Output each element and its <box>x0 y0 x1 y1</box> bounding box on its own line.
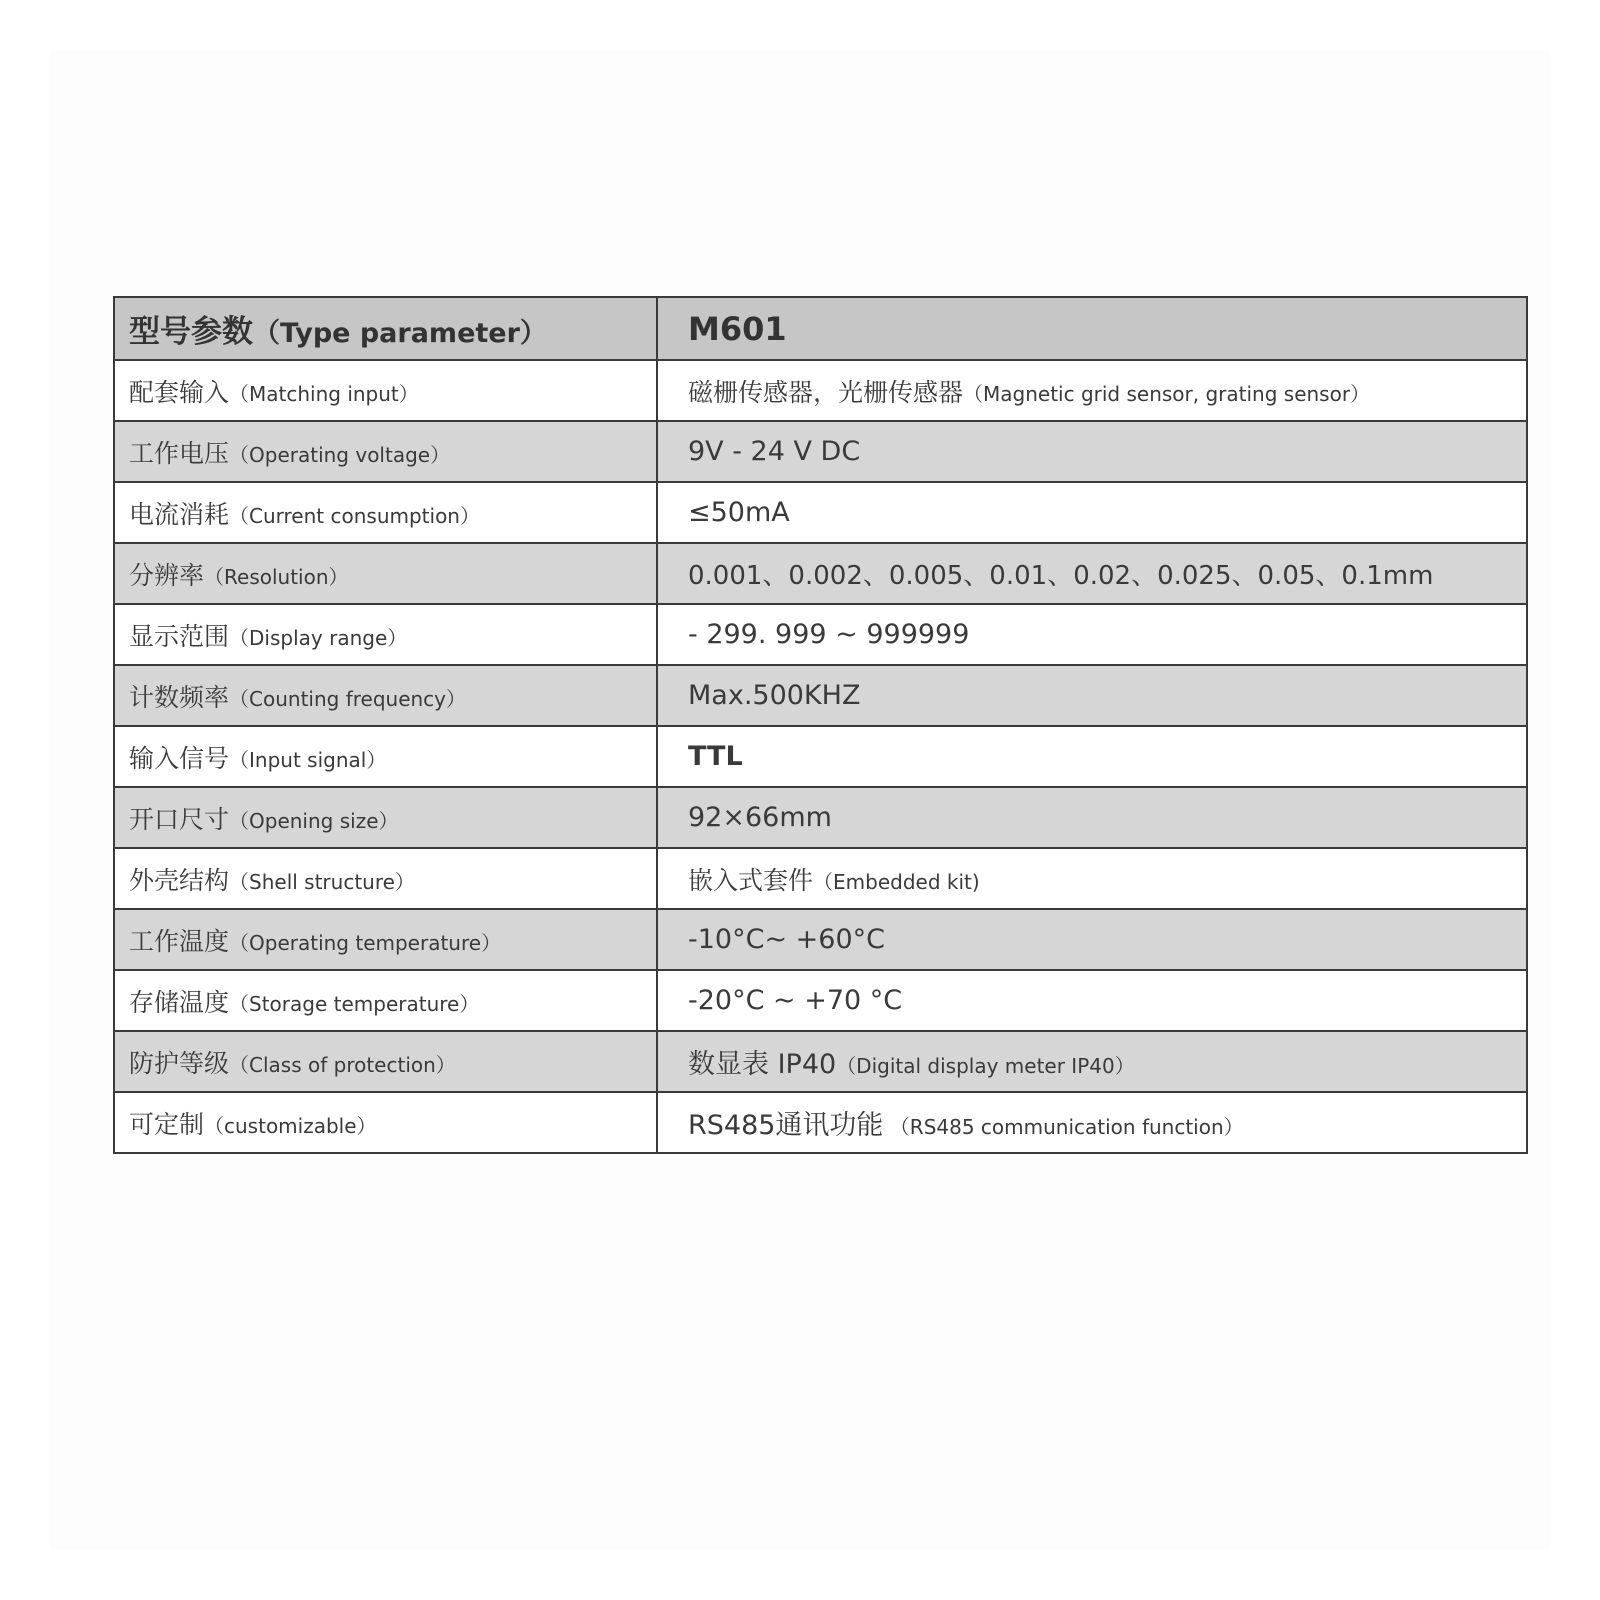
label-zh: 工作电压 <box>129 438 230 468</box>
value-text: RS485通讯功能 <box>688 1110 884 1141</box>
label-zh: 配套输入 <box>129 377 230 407</box>
value-text: ≤50mA <box>688 497 790 528</box>
table-row <box>114 604 1527 665</box>
label-cell <box>114 604 657 665</box>
value-text: 0.001、0.002、0.005、0.01、0.02、0.025、0.05、0.1mm <box>688 561 1434 591</box>
value-cell <box>657 665 1527 726</box>
label-en: （Shell structure） <box>229 869 415 894</box>
value-cell <box>657 360 1527 421</box>
label-en: （customizable） <box>204 1113 377 1138</box>
table-row <box>114 787 1527 848</box>
label-en: （Counting frequency） <box>229 686 467 711</box>
label-cell <box>114 970 657 1031</box>
label-en: （Operating voltage） <box>229 442 451 467</box>
value-text: Max.500KHZ <box>688 680 861 711</box>
label-cell <box>114 1031 657 1092</box>
table-header-row <box>114 297 1527 360</box>
label-cell <box>114 421 657 482</box>
table-row <box>114 1031 1527 1092</box>
value-cell <box>657 1031 1527 1092</box>
label-cell <box>114 726 657 787</box>
label-cell <box>114 1092 657 1153</box>
header-label-zh: 型号参数 <box>129 314 253 350</box>
header-value-cell <box>657 297 1527 360</box>
value-text: -20°C ~ +70 °C <box>688 985 903 1016</box>
table-row <box>114 360 1527 421</box>
label-zh: 外壳结构 <box>129 865 230 895</box>
value-en: （RS485 communication function） <box>883 1115 1244 1139</box>
value-text: TTL <box>688 741 743 772</box>
table-row <box>114 482 1527 543</box>
value-text: -10°C~ +60°C <box>688 924 885 955</box>
value-text: 磁栅传感器，光栅传感器 <box>688 377 964 407</box>
label-zh: 工作温度 <box>129 926 230 956</box>
label-zh: 可定制 <box>129 1109 205 1139</box>
value-text: 数显表 IP40 <box>688 1049 837 1080</box>
label-en: （Current consumption） <box>229 503 480 528</box>
label-en: （Display range） <box>229 625 408 650</box>
value-cell <box>657 909 1527 970</box>
value-cell <box>657 482 1527 543</box>
spec-table <box>113 296 1528 1154</box>
label-en: （Resolution） <box>204 564 349 589</box>
value-cell <box>657 787 1527 848</box>
value-cell <box>657 1092 1527 1153</box>
label-zh: 存储温度 <box>129 987 230 1017</box>
value-cell <box>657 726 1527 787</box>
table-row <box>114 665 1527 726</box>
label-cell <box>114 665 657 726</box>
label-zh: 分辨率 <box>129 560 205 590</box>
value-cell <box>657 848 1527 909</box>
label-en: （Operating temperature） <box>229 930 502 955</box>
value-en: （Digital display meter IP40） <box>836 1054 1135 1078</box>
value-en: （Magnetic grid sensor, grating sensor） <box>963 381 1371 406</box>
value-cell <box>657 421 1527 482</box>
label-cell <box>114 909 657 970</box>
label-en: （Opening size） <box>229 808 399 833</box>
value-text: 92×66mm <box>688 802 832 833</box>
value-text: 嵌入式套件 <box>688 865 814 895</box>
label-zh: 电流消耗 <box>129 499 230 529</box>
label-cell <box>114 848 657 909</box>
label-zh: 输入信号 <box>129 743 230 773</box>
label-zh: 防护等级 <box>129 1048 230 1078</box>
label-cell <box>114 543 657 604</box>
header-label-cell <box>114 297 657 360</box>
label-zh: 计数频率 <box>129 682 230 712</box>
value-text: - 299. 999 ~ 999999 <box>688 619 970 650</box>
table-row <box>114 970 1527 1031</box>
label-cell <box>114 482 657 543</box>
model-number: M601 <box>688 309 787 348</box>
label-zh: 显示范围 <box>129 621 230 651</box>
table-row <box>114 543 1527 604</box>
value-en: （Embedded kit) <box>813 869 980 894</box>
value-cell <box>657 543 1527 604</box>
header-label-en: （Type parameter） <box>253 318 547 349</box>
label-en: （Input signal） <box>229 747 387 772</box>
value-cell <box>657 970 1527 1031</box>
table-row <box>114 1092 1527 1153</box>
label-cell <box>114 787 657 848</box>
table-row <box>114 726 1527 787</box>
label-en: （Storage temperature） <box>229 991 480 1016</box>
label-en: （Matching input） <box>229 381 419 406</box>
label-zh: 开口尺寸 <box>129 804 230 834</box>
table-row <box>114 848 1527 909</box>
table-row <box>114 421 1527 482</box>
value-text: 9V - 24 V DC <box>688 436 861 467</box>
value-cell <box>657 604 1527 665</box>
label-en: （Class of protection） <box>229 1052 456 1077</box>
label-cell <box>114 360 657 421</box>
table-row <box>114 909 1527 970</box>
